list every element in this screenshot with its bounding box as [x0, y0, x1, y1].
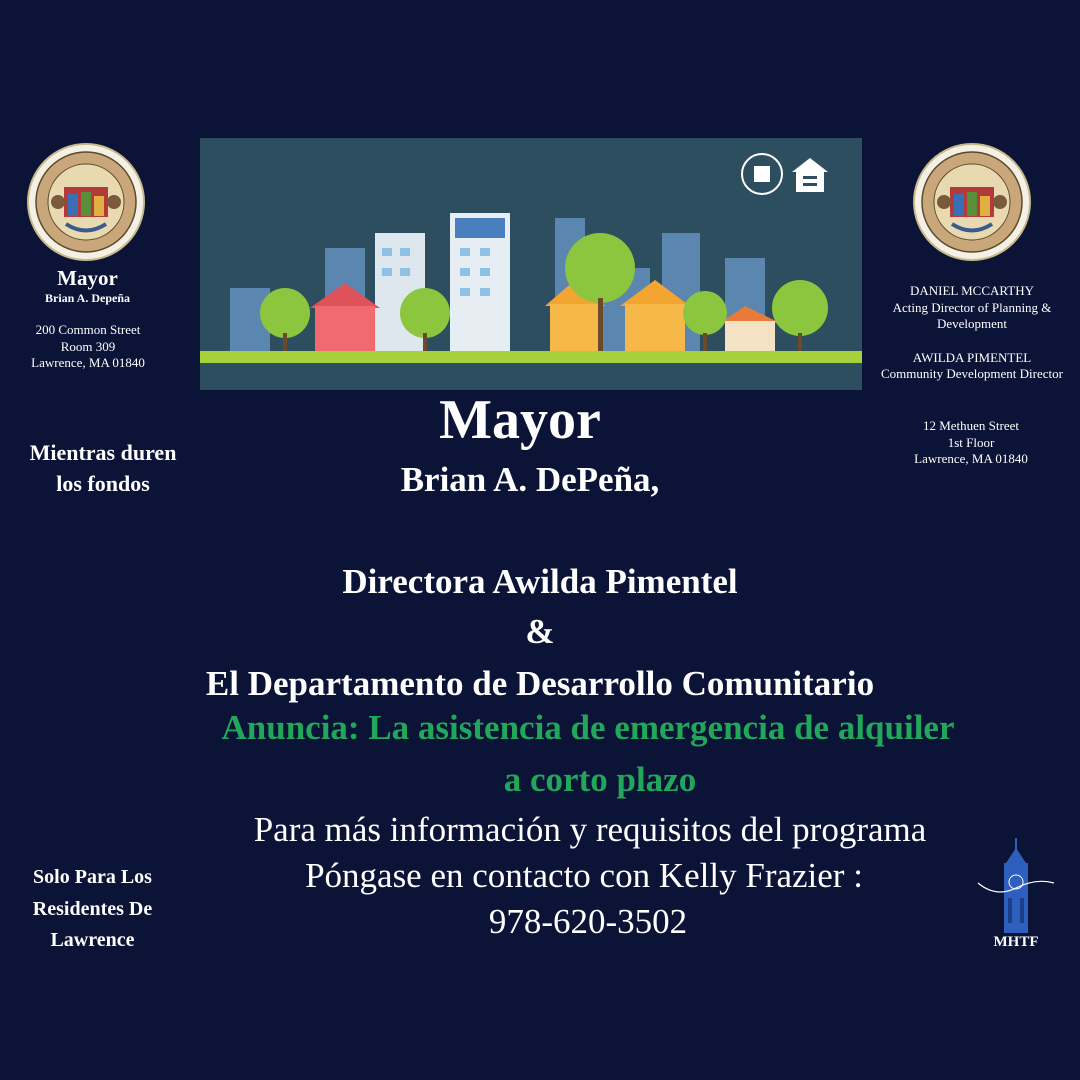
left-address-line2: Room 309 — [60, 338, 116, 354]
person1-title-line1: Acting Director of Planning & — [892, 299, 1052, 315]
left-address — [14, 322, 162, 372]
person2-title: Community Development Director — [881, 366, 1063, 381]
left-address-line1: 200 Common Street — [35, 322, 141, 337]
phone-number: 978-620-3502 — [488, 902, 688, 941]
main-mayor-heading: Mayor — [439, 389, 601, 451]
city-seal-right-icon — [912, 142, 1032, 262]
residents-notice: Solo Para Los Residentes De Lawrence — [32, 866, 153, 951]
info-line1: Para más información y requisitos del programa — [253, 810, 927, 849]
left-mayor-name: Brian A. Depeña — [44, 291, 130, 305]
right-contacts — [866, 283, 1078, 383]
funds-notice: Mientras duren los fondos — [29, 440, 177, 496]
right-address: 12 Methuen Street 1st Floor Lawrence, MA 01840 — [914, 418, 1028, 466]
left-address-line3: Lawrence, MA 01840 — [31, 355, 145, 370]
main-mayor-name: Brian A. DePeña, — [400, 460, 660, 499]
city-banner-image — [200, 138, 862, 390]
person1-title-line2: Development — [936, 316, 1008, 331]
mhtf-logo-text: MHTF — [993, 934, 1039, 950]
ampersand: & — [525, 612, 555, 651]
director-line: Directora Awilda Pimentel — [342, 562, 738, 601]
info-line2: Póngase en contacto con Kelly Frazier : — [305, 856, 863, 895]
announce-line1: Anuncia: La asistencia de emergencia de alquiler — [221, 708, 955, 747]
department-line: El Departamento de Desarrollo Comunitario — [205, 664, 875, 703]
person1-name: DANIEL MCCARTHY — [909, 283, 1035, 298]
city-seal-left-icon — [26, 142, 146, 262]
left-mayor-title: Mayor — [57, 266, 118, 290]
announce-line2: a corto plazo — [503, 760, 697, 799]
person2-name: AWILDA PIMENTEL — [912, 349, 1032, 365]
